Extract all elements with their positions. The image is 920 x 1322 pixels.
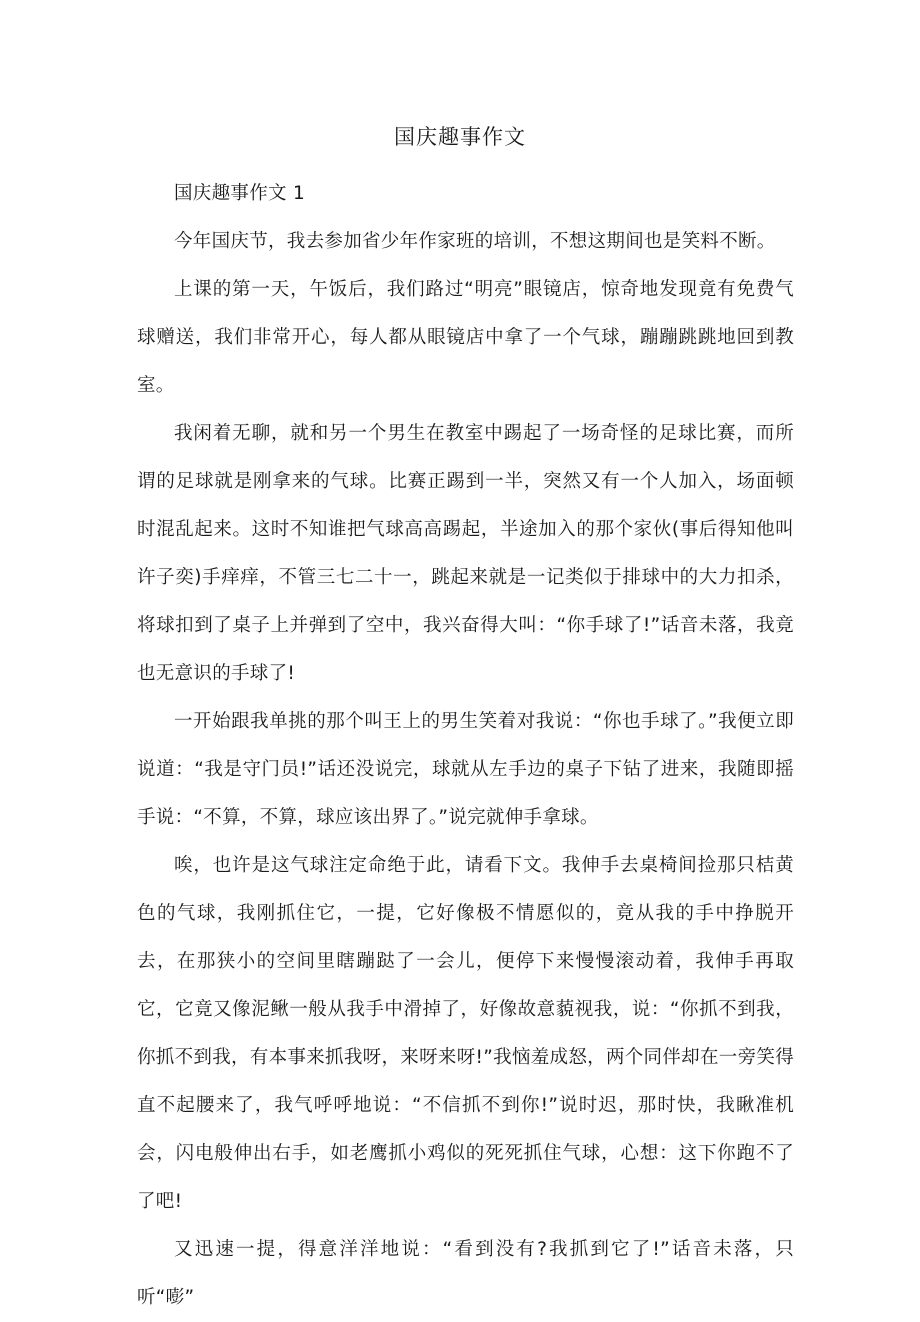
section-heading: 国庆趣事作文 1 <box>174 183 306 204</box>
paragraph-2: 上课的第一天，午饭后，我们路过“明亮”眼镜店，惊奇地发现竟有免费气球赠送，我们非常开心，每人都从眼镜店中拿了一个气球，蹦蹦跳跳地回到教室。 <box>137 279 794 396</box>
paragraph-4: 一开始跟我单挑的那个叫王上的男生笑着对我说：“你也手球了。”我便立即说道：“我是守门员!”话还没说完，球就从左手边的桌子下钻了进来，我随即摇手说：“不算，不算，球应该出界了。”说完就伸手拿球。 <box>137 711 794 828</box>
paragraph-3: 我闲着无聊，就和另一个男生在教室中踢起了一场奇怪的足球比赛，而所谓的足球就是刚拿来的气球。比赛正踢到一半，突然又有一个人加入，场面顿时混乱起来。这时不知谁把气球高高踢起，半途加入的那个家伙(事后得知他叫许子奕)手痒痒，不管三七二十一，跳起来就是一记类似于排球中的大力扣杀，将球扣到了桌子上并弹到了空中，我兴奋得大叫：“你手球了!”话音未落，我竟也无意识的手球了! <box>137 423 794 684</box>
paragraph-5: 唉，也许是这气球注定命绝于此，请看下文。我伸手去桌椅间捡那只桔黄色的气球，我刚抓住它，一提，它好像极不情愿似的，竟从我的手中挣脱开去，在那狭小的空间里瞎蹦跶了一会儿，便停下来慢慢滚动着，我伸手再取它，它竟又像泥鳅一般从我手中滑掉了，好像故意藐视我，说：“你抓不到我，你抓不到我，有本事来抓我呀，来呀来呀!”我恼羞成怒，两个同伴却在一旁笑得直不起腰来了，我气呼呼地说：“不信抓不到你!”说时迟，那时快，我瞅准机会，闪电般伸出右手，如老鹰抓小鸡似的死死抓住气球，心想：这下你跑不了了吧! <box>137 855 794 1212</box>
document-title: 国庆趣事作文 <box>394 125 526 149</box>
paragraph-1: 今年国庆节，我去参加省少年作家班的培训，不想这期间也是笑料不断。 <box>174 231 776 252</box>
paragraph-6: 又迅速一提，得意洋洋地说：“看到没有?我抓到它了!”话音未落，只听“嘭” <box>137 1239 794 1308</box>
document-body <box>137 170 794 1322</box>
